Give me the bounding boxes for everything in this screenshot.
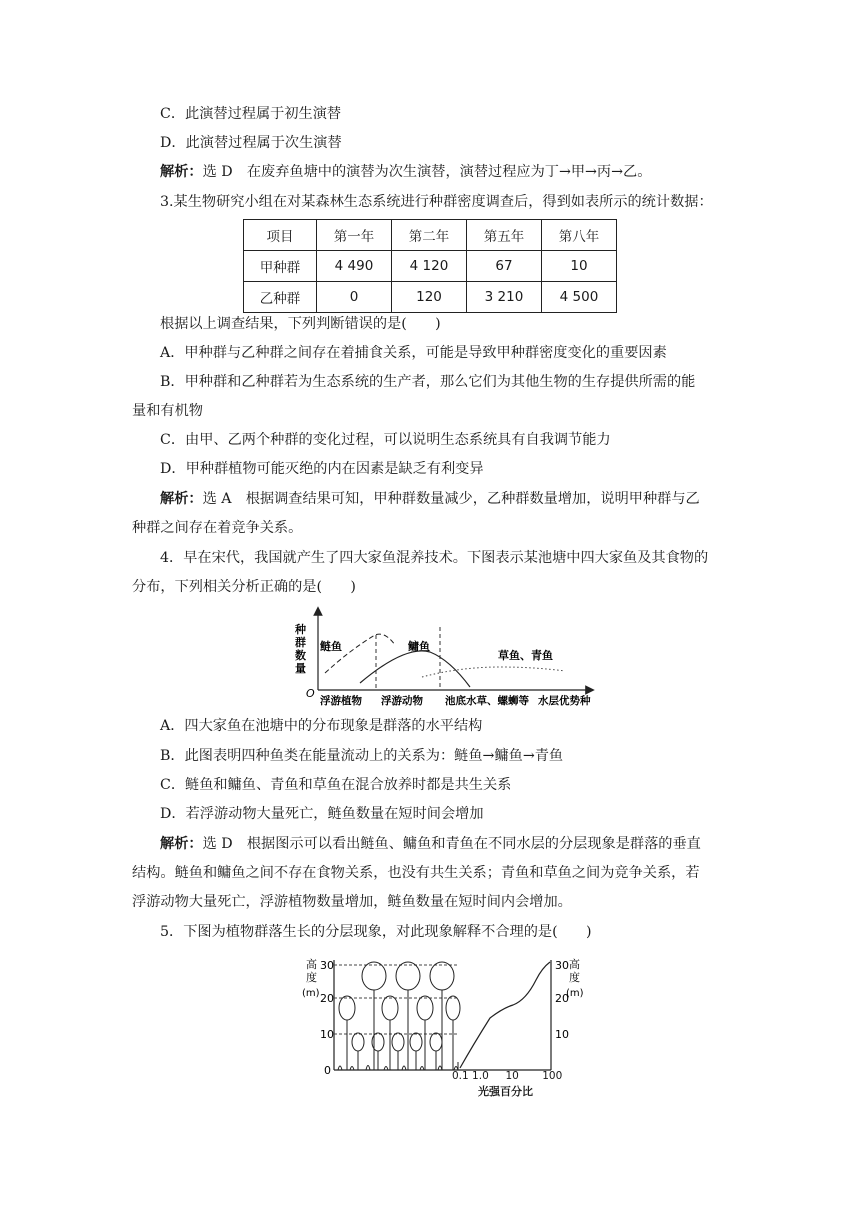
question-3: 3.某生物研究小组在对某森林生态系统进行种群密度调查后，得到如表所示的统计数据： [160, 194, 713, 210]
table-row [244, 282, 617, 313]
category-zooplankton: 浮游动物 [381, 695, 423, 707]
q4-answer [160, 834, 701, 854]
x-tick-100: 100 [542, 1070, 563, 1082]
table-cell: 第八年 [542, 220, 617, 251]
q4-answer-cont-2: 浮游动物大量死亡，浮游植物数量增加，鲢鱼数量在短时间内会增加。 [132, 894, 572, 910]
population-table [243, 219, 617, 313]
right-ylabel-2: 度 [569, 971, 580, 984]
category-phytoplankton: 浮游植物 [320, 695, 362, 707]
question-3-ask: 根据以上调查结果，下列判断错误的是( ) [160, 316, 441, 332]
q4-option-c: C．鲢鱼和鳙鱼、青鱼和草鱼在混合放养时都是共生关系 [160, 777, 512, 793]
left-ylabel-3: (m) [302, 988, 320, 999]
option-d-line: D．此演替过程属于次生演替 [160, 135, 342, 151]
right-ylabel-1: 高 [569, 958, 580, 971]
table-cell: 4 120 [392, 251, 467, 282]
right-ylabel-3: (m) [566, 988, 584, 999]
q4-answer-cont-1: 结构。鲢鱼和鳙鱼之间不存在食物关系，也没有共生关系；青鱼和草鱼之间为竞争关系，若 [132, 865, 700, 881]
question-4-cont: 分布，下列相关分析正确的是( ) [132, 579, 356, 595]
answer-line [160, 162, 651, 182]
answer-label: 解析： [160, 164, 203, 180]
left-ylabel-1: 高 [306, 958, 317, 971]
question-4: 4．早在宋代，我国就产生了四大家鱼混养技术。下图表示某池塘中四大家鱼及其食物的 [160, 550, 709, 566]
answer-text: 选 D 在废弃鱼塘中的演替为次生演替，演替过程应为丁→甲→丙→乙。 [202, 164, 652, 180]
table-cell: 甲种群 [244, 251, 317, 282]
table-cell: 乙种群 [244, 282, 317, 313]
series-label-grass-black-carp: 草鱼、青鱼 [498, 649, 553, 662]
y-label-3: 数 [295, 649, 306, 662]
table-cell: 第五年 [467, 220, 542, 251]
table-cell: 4 500 [542, 282, 617, 313]
table-row [244, 251, 617, 282]
table-cell: 第一年 [317, 220, 392, 251]
q3-answer-cont: 种群之间存在着竞争关系。 [132, 520, 303, 536]
q3-option-c: C．由甲、乙两个种群的变化过程，可以说明生态系统具有自我调节能力 [160, 432, 611, 448]
plant-layering-figure [298, 950, 598, 1077]
right-tick-30: 30 [555, 959, 569, 972]
table-cell: 120 [392, 282, 467, 313]
fish-distribution-figure [290, 605, 610, 710]
q3-option-d: D．甲种群植物可能灭绝的内在因素是缺乏有利变异 [160, 461, 484, 477]
series-label-silver-carp: 鲢鱼 [320, 640, 342, 653]
origin-label: O [306, 687, 315, 700]
x-tick-1-0: 1.0 [472, 1070, 489, 1082]
x-axis-label: 光强百分比 [478, 1085, 533, 1098]
answer-label: 解析： [160, 491, 203, 507]
shrubs [352, 1033, 442, 1070]
q4-option-b: B．此图表明四种鱼类在能量流动上的关系为：鲢鱼→鳙鱼→青鱼 [160, 748, 564, 764]
table-cell: 67 [467, 251, 542, 282]
table-cell: 10 [542, 251, 617, 282]
table-cell: 4 490 [317, 251, 392, 282]
right-tick-20: 20 [555, 992, 569, 1005]
q3-answer [160, 489, 700, 509]
answer-text: 选 A 根据调查结果可知，甲种群数量减少，乙种群数量增加，说明甲种群与乙 [202, 491, 700, 507]
answer-text: 选 D 根据图示可以看出鲢鱼、鳙鱼和青鱼在不同水层的分层现象是群落的垂直 [202, 836, 701, 852]
left-tick-10: 10 [320, 1028, 334, 1041]
table-cell: 第二年 [392, 220, 467, 251]
question-5: 5．下图为植物群落生长的分层现象，对此现象解释不合理的是( ) [160, 924, 592, 940]
y-label-2: 群 [295, 636, 306, 649]
q3-option-b: B．甲种群和乙种群若为生态系统的生产者，那么它们为其他生物的生存提供所需的能 [160, 374, 696, 390]
right-tick-10: 10 [555, 1028, 569, 1041]
left-tick-0: 0 [324, 1064, 331, 1077]
option-c-line: C．此演替过程属于初生演替 [160, 106, 342, 122]
grass-black-carp-curve [422, 667, 565, 677]
q4-option-a: A．四大家鱼在池塘中的分布现象是群落的水平结构 [160, 718, 483, 734]
x-axis-label: 水层优势种 [538, 695, 591, 707]
table-header-row [244, 220, 617, 251]
table-cell: 0 [317, 282, 392, 313]
x-tick-row [452, 1070, 562, 1082]
series-label-bighead-carp: 鳙鱼 [408, 640, 430, 653]
table-cell: 3 210 [467, 282, 542, 313]
y-label-4: 量 [295, 662, 306, 675]
q3-option-a: A．甲种群与乙种群之间存在着捕食关系，可能是导致甲种群密度变化的重要因素 [160, 345, 667, 361]
left-tick-30: 30 [320, 959, 334, 972]
q3-option-b-cont: 量和有机物 [132, 403, 203, 419]
x-tick-10: 10 [505, 1070, 519, 1082]
x-tick-0-1: 0.1 [452, 1070, 469, 1082]
y-label-1: 种 [295, 623, 306, 636]
table-cell: 项目 [244, 220, 317, 251]
tall-trees [362, 962, 454, 1070]
light-curve [460, 962, 550, 1068]
left-tick-20: 20 [320, 992, 334, 1005]
answer-label: 解析： [160, 836, 203, 852]
left-ylabel-2: 度 [306, 971, 317, 984]
q4-option-d: D．若浮游动物大量死亡，鲢鱼数量在短时间会增加 [160, 806, 484, 822]
category-bottom: 池底水草、螺蛳等 [445, 695, 529, 707]
